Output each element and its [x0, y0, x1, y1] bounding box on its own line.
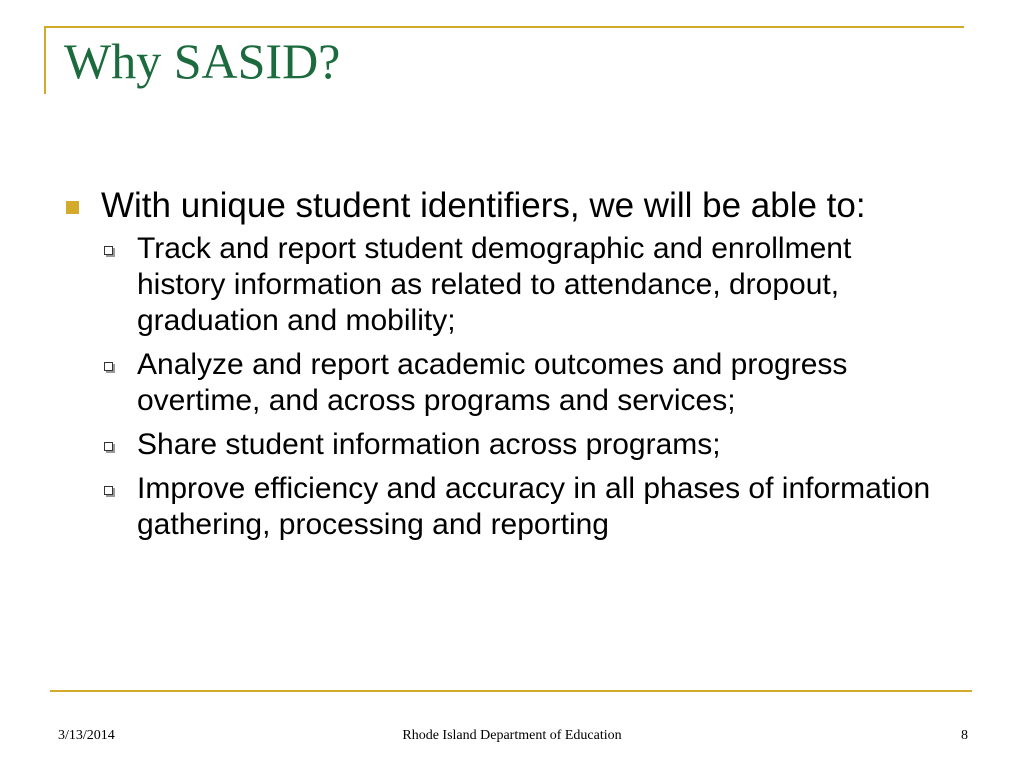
sub-bullet-text: Track and report student demographic and enrollment history information as related to attendance, dropout, graduation and mobility; [137, 232, 852, 337]
sub-bullet-item [60, 347, 940, 419]
slide-content [60, 185, 940, 551]
slide-title: Why SASID? [64, 33, 341, 89]
sub-bullet-text: Share student information across programs; [137, 428, 721, 461]
sub-bullet-text: Analyze and report academic outcomes and progress overtime, and across programs and services; [137, 348, 848, 417]
main-bullet [60, 185, 940, 227]
left-accent-line [44, 26, 46, 94]
footer-page-number: 8 [961, 728, 968, 743]
top-divider [44, 26, 964, 28]
main-bullet-text: With unique student identifiers, we will be able to: [101, 186, 866, 225]
hollow-square-bullet-icon [104, 486, 113, 495]
sub-bullet-list [60, 231, 940, 543]
sub-bullet-item [60, 427, 940, 463]
hollow-square-bullet-icon [104, 362, 113, 371]
bottom-divider [50, 690, 972, 692]
sub-bullet-text: Improve efficiency and accuracy in all phases of information gathering, processing and reporting [137, 472, 931, 541]
footer-date: 3/13/2014 [58, 728, 115, 743]
hollow-square-bullet-icon [104, 246, 113, 255]
sub-bullet-item [60, 471, 940, 543]
footer-organization: Rhode Island Department of Education [402, 728, 622, 743]
hollow-square-bullet-icon [104, 442, 113, 451]
sub-bullet-item [60, 231, 940, 339]
square-bullet-icon [66, 201, 79, 214]
